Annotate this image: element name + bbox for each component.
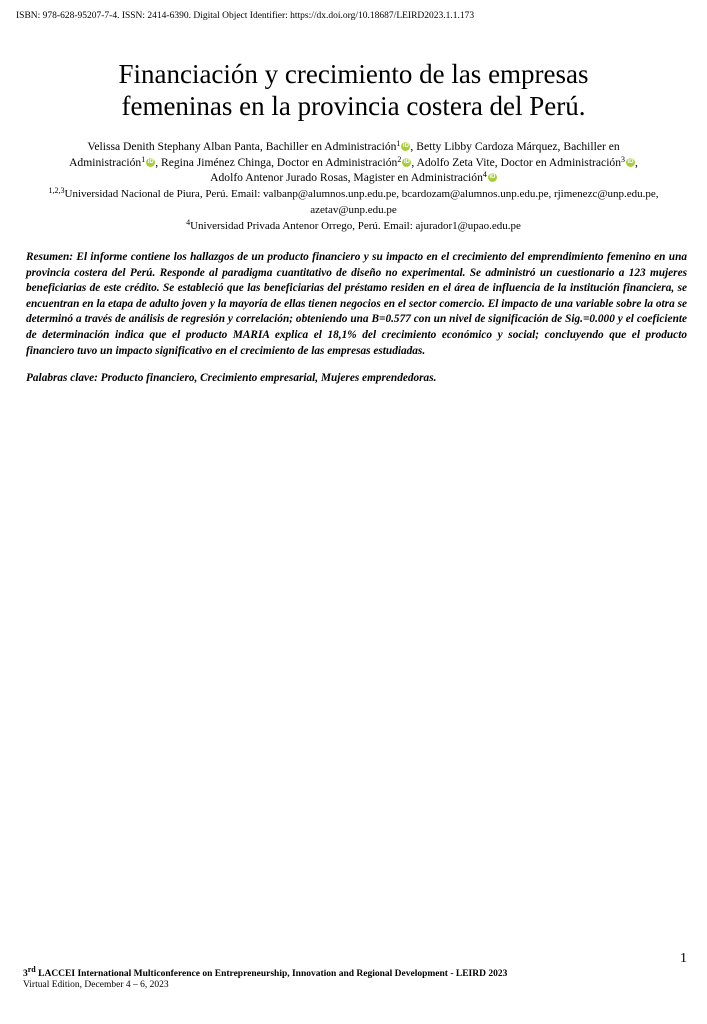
footer-conference xyxy=(23,965,683,980)
author-5: Adolfo Antenor Jurado Rosas, Magister en Administración xyxy=(210,171,483,185)
author-line-1 xyxy=(20,139,687,155)
affiliation-1 xyxy=(20,187,687,218)
orcid-icon[interactable]: iD xyxy=(402,143,409,149)
affiliation-1-text: Universidad Nacional de Piura, Perú. Email: valbanp@alumnos.unp.edu.pe, bcardozam@alumnos.unp.edu.pe, rjimenezc@unp.edu.pe, xyxy=(64,188,659,200)
affiliation-1-sup: 1,2,3 xyxy=(48,186,65,195)
author-3-sup: 2 xyxy=(397,154,402,164)
affiliation-2-text: Universidad Privada Antenor Orrego, Perú. Email: ajurador1@upao.edu.pe xyxy=(190,220,521,232)
orcid-icon[interactable]: iD xyxy=(403,158,410,165)
affiliation-2-sup: 4 xyxy=(186,218,191,227)
footer-conference-name: LACCEI International Multiconference on Entrepreneurship, Innovation and Regional Development - LEIRD 2023 xyxy=(35,969,508,979)
author-4-comma: , xyxy=(635,155,638,169)
author-2: , Betty Libby Cardoza Márquez, Bachiller en xyxy=(410,140,620,153)
author-4-sup: 3 xyxy=(621,154,626,164)
abstract-text: Resumen: El informe contiene los hallazgos de un producto financiero y su impacto en el crecimiento del emprendimiento femenino en una provincia costera del Perú. Responde al paradigma cuantitativo de diseño no experimental. Se administró un cuestionario a 123 mujeres beneficiarias de este crédito. Se estableció que las beneficiarias del préstamo residen en el área de influencia de la institución financiera, se encuentran en la etapa de adulto joven y la mayoría de ellas tienen negocios en el sector comercio. El impacto de una variable sobre la otra se determinó a través de análisis de regresión y correlación; obteniendo una B=0.577 con un nivel de significación de Sig.=0.000 y el coeficiente de determinación indica que el producto MARIA explica el 18,1% del crecimiento económico y social; concluyendo que el producto financiero tuvo un impacto significativo en el crecimiento de las empresas estudiadas. xyxy=(26,251,687,357)
author-4: , Adolfo Zeta Vite, Doctor en Administración xyxy=(411,155,622,169)
author-3: , Regina Jiménez Chinga, Doctor en Administración xyxy=(155,155,398,169)
orcid-icon[interactable]: iD xyxy=(147,158,154,165)
orcid-icon[interactable]: iD xyxy=(489,174,496,181)
paper-title xyxy=(20,58,687,122)
keywords: Palabras clave: Producto financiero, Crecimiento empresarial, Mujeres emprendedoras. xyxy=(26,372,437,384)
author-1-sup: 1 xyxy=(396,139,401,148)
affiliation-1-text-cont: azetav@unp.edu.pe xyxy=(310,203,397,216)
author-2-sup: 1 xyxy=(141,154,146,164)
abstract xyxy=(26,250,687,359)
author-2-degree: Administración xyxy=(69,155,142,169)
page-number: 1 xyxy=(680,951,687,966)
title-line-1: Financiación y crecimiento de las empresas xyxy=(118,59,589,89)
footer-ordinal-suffix: rd xyxy=(27,965,36,974)
footer-ordinal: 3 xyxy=(23,969,28,979)
running-header: ISBN: 978-628-95207-7-4. ISSN: 2414-6390. Digital Object Identifier: https://dx.doi.org/10.18687/LEIRD2023.1.1.173 xyxy=(16,11,475,21)
author-list xyxy=(20,139,687,186)
author-line-2 xyxy=(20,155,687,171)
author-1: Velissa Denith Stephany Alban Panta, Bachiller en Administración xyxy=(87,140,397,153)
orcid-icon[interactable]: iD xyxy=(627,158,634,165)
affiliation-2 xyxy=(20,219,687,235)
title-line-2: femeninas en la provincia costera del Perú. xyxy=(121,91,586,121)
author-5-sup: 4 xyxy=(482,170,487,180)
author-line-3 xyxy=(20,170,687,186)
footer-edition: Virtual Edition, December 4 – 6, 2023 xyxy=(23,980,169,990)
